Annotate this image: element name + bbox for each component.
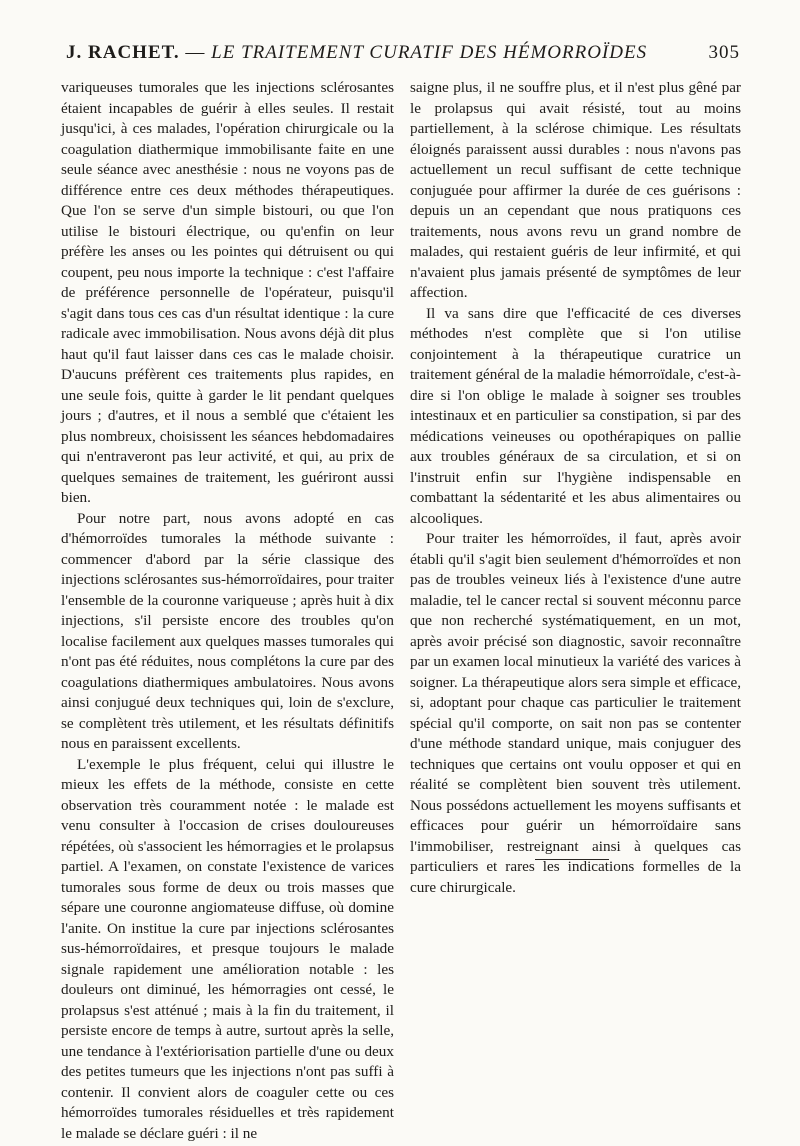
paragraph: L'exemple le plus fréquent, celui qui illustre le mieux les effets de la méthode, consiste en cette observation très couramment notée : le malade est venu consulter à l'occasion de crises douloureuses répétées, où s'associent les hémorragies et le prolapsus partiel. A l'examen, on constate l'existence de varices tumorales sous forme de deux ou trois masses que sépare une couronne angiomateuse diffuse, où domine l'anite. On institue la cure par injections sclérosantes sus-hémorroïdaires, et presque toujours le malade signale rapidement une amélioration notable : les douleurs ont diminué, les hémorragies ont cessé, le prolapsus s'est atténué ; mais à la fin du traitement, il persiste encore de temps à autre, surtout après la selle, une tendance à l'extériorisation partielle d'une ou deux des petites tumeurs que les injections n'ont pas suffi à contenir. Il convient alors de coaguler cette ou ces hémorroïdes tumorales résiduelles et très rapidement le malade se déclare guéri : il ne (61, 755, 394, 1142)
page-number: 305 (708, 42, 740, 63)
paragraph: saigne plus, il ne souffre plus, et il n'est plus gêné par le prolapsus qui avait résisté, tout au moins partiellement, à la sclérose chimique. Les résultats éloignés paraissent aussi durables : nous n'avons pas actuellement un recul suffisant de cette technique conjuguée pour affirmer la durée de ces guérisons : depuis un an cependant que nous pratiquons ces traitements, nous avons revu un grand nombre de malades, qui restaient guéris de leur infirmité, et qui n'avaient plus jamais présenté de symptômes de leur affection. (410, 79, 741, 301)
header-left (66, 42, 647, 64)
paragraph: Il va sans dire que l'efficacité de ces diverses méthodes n'est complète que si l'on utilise conjointement à la thérapeutique curatrice un traitement général de la maladie hémorroïdale, c'est-à-dire si l'on oblige le malade à soigner ses troubles intestinaux et en particulier sa constipation, si par des médications veineuses ou opothérapiques on pallie aux troubles généraux de sa circulation, et si on l'instruit enfin sur l'hygiène indispensable en combattant la sédentarité et les abus alimentaires ou alcooliques. (410, 304, 741, 527)
left-column (61, 78, 394, 1144)
running-header (60, 42, 740, 76)
paragraph: Pour notre part, nous avons adopté en cas d'hémorroïdes tumorales la méthode suivante : commencer d'abord par la série classique des injections sclérosantes sus-hémorroïdaires, pour traiter l'ensemble de la couronne variqueuse ; après huit à dix injections, s'il persiste encore des troubles qu'on localise facilement aux quelques masses tumorales qui n'ont pas été réduites, nous complétons la cure par des coagulations diathermiques ambulatoires. Nous avons ainsi conjugué deux techniques qui, loin de s'exclure, se complètent très utilement, et les résultats définitifs nous en paraissent excellents. (61, 509, 394, 752)
paragraph: Pour traiter les hémorroïdes, il faut, après avoir établi qu'il s'agit bien seulement d'hémorroïdes et non pas de troubles veineux liés à l'existence d'une autre maladie, tel le cancer rectal si souvent méconnu parce que non recherché systématiquement, en un mot, après avoir précisé son diagnostic, savoir reconnaître par un examen local minutieux la variété des varices à soigner. La thérapeutique alors sera simple et efficace, si, adoptant pour chaque cas particulier le traitement spécial qu'il comporte, on sait non pas se contenter d'une méthode standard unique, mais conjuguer des techniques que certains ont voulu opposer et qui en réalité se complètent bien souvent très utilement. Nous possédons actuellement les moyens suffisants et efficaces pour guérir un hémorroïdaire sans l'immobiliser, restreignant ainsi à quelques cas particuliers et rares les indications formelles de la cure chirurgicale. (410, 530, 741, 896)
paragraph: variqueuses tumorales que les injections sclérosantes étaient incapables de guérir à elles seules. Il restait jusqu'ici, à ces malades, l'opération chirurgicale ou la coagulation diathermique immobilisante faite en une seule séance avec anesthésie : nous ne voyons pas de différence entre ces deux méthodes thérapeutiques. Que l'on se serve d'un simple bistouri, ou que l'on utilise le bistouri électrique, ou qu'enfin on leur préfère les anses ou les pointes qui détruisent ou qui coupent, peu nous importe la technique : c'est l'affaire de préférence personnelle de l'opérateur, puisqu'il s'agit dans tous ces cas d'un résultat identique : la cure radicale avec immobilisation. Nous avons déjà dit plus haut qu'il faut laisser dans ces cas le malade choisir. D'aucuns préfèrent ces traitements plus rapides, en une seule fois, quitte à garder le lit pendant quelques jours ; d'autres, et il nous a semblé que c'étaient les plus nombreux, choisissent les séances hebdomadaires qui n'entraveront pas leur activité, et qui, au prix de quelques semaines de traitement, les guériront aussi bien. (61, 79, 394, 506)
right-column (410, 78, 741, 898)
end-rule (535, 859, 609, 860)
header-title: LE TRAITEMENT CURATIF DES HÉMORROÏDES (211, 42, 648, 63)
header-author: J. RACHET. (66, 42, 180, 63)
header-dash: — (185, 42, 206, 63)
